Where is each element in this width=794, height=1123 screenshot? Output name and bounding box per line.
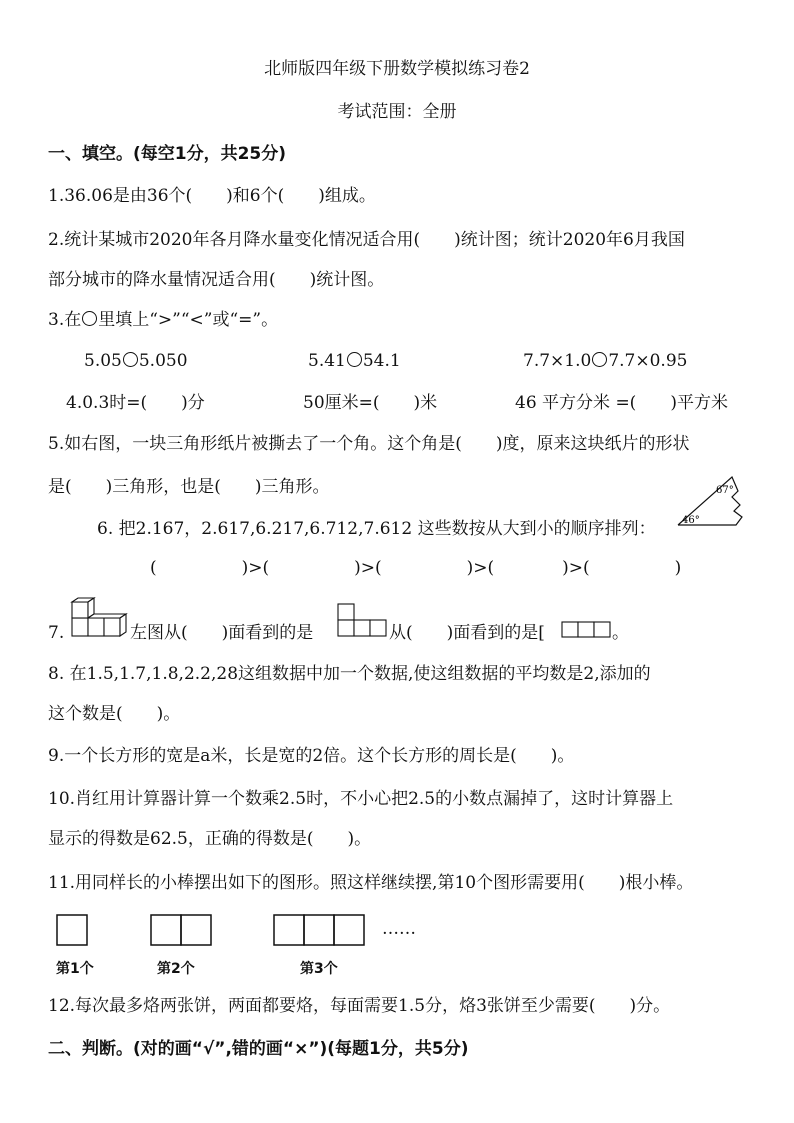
question-5-line1: 5.如右图，一块三角形纸片被撕去了一个角。这个角是( )度，原来这块纸片的形状 bbox=[48, 434, 690, 454]
page-title: 北师版四年级下册数学模拟练习卷2 bbox=[264, 59, 530, 79]
question-8-line2: 这个数是( )。 bbox=[48, 704, 181, 724]
question-10-line1: 10.肖红用计算器计算一个数乘2.5时，不小心把2.5的小数点漏掉了，这时计算器上 bbox=[48, 789, 674, 809]
q3-item-2-left: 5.41 bbox=[308, 351, 346, 371]
angle-46-label: 46° bbox=[682, 515, 700, 526]
question-5-line2: 是( )三角形，也是( )三角形。 bbox=[48, 477, 330, 497]
angle-67-label: 67° bbox=[716, 485, 734, 496]
q7-text-1: 左图从( )面看到的是 bbox=[130, 623, 314, 643]
stick-figure-1 bbox=[56, 914, 88, 946]
q4-item-3: 46 平方分米 =( )平方米 bbox=[515, 393, 728, 413]
q7-number: 7. bbox=[48, 623, 65, 643]
question-9: 9.一个长方形的宽是a米，长是宽的2倍。这个长方形的周长是( )。 bbox=[48, 746, 575, 766]
question-12: 12.每次最多烙两张饼，两面都要烙，每面需要1.5分，烙3张饼至少需要( )分。 bbox=[48, 996, 671, 1016]
question-6-answer-slots: ( )>( )>( )>( )>( ) bbox=[150, 558, 682, 578]
q7-text-2: 从( )面看到的是[ bbox=[389, 623, 545, 643]
question-2-line2: 部分城市的降水量情况适合用( )统计图。 bbox=[48, 270, 385, 290]
side-view-figure bbox=[561, 620, 613, 640]
section1-heading: 一、填空。(每空1分，共25分) bbox=[48, 144, 287, 164]
circle-blank-icon bbox=[82, 311, 97, 326]
q3-item-1-right: 5.050 bbox=[138, 351, 188, 371]
figure-1-caption: 第1个 bbox=[56, 961, 94, 977]
q3-prefix: 3.在 bbox=[48, 310, 82, 330]
circle-blank-icon bbox=[123, 352, 138, 367]
front-view-figure bbox=[337, 602, 389, 640]
cube-solid-figure bbox=[68, 598, 130, 640]
question-10-line2: 显示的得数是62.5，正确的得数是( )。 bbox=[48, 829, 372, 849]
question-8-line1: 8. 在1.5,1.7,1.8,2.2,28这组数据中加一个数据,使这组数据的平均数是2,添加的 bbox=[48, 664, 651, 684]
circle-blank-icon bbox=[347, 352, 362, 367]
stick-figure-3 bbox=[273, 914, 365, 946]
figure-3-caption: 第3个 bbox=[300, 961, 338, 977]
q3-item-2-right: 54.1 bbox=[362, 351, 401, 371]
q4-item-2: 50厘米=( )米 bbox=[303, 393, 438, 413]
q3-item-2 bbox=[308, 350, 401, 372]
q7-end: 。 bbox=[612, 623, 629, 643]
q3-item-3-left: 7.7×1.0 bbox=[523, 351, 592, 371]
question-11: 11.用同样长的小棒摆出如下的图形。照这样继续摆,第10个图形需要用( )根小棒。 bbox=[48, 873, 694, 893]
question-1: 1.36.06是由36个( )和6个( )组成。 bbox=[48, 186, 376, 206]
question-7 bbox=[48, 622, 64, 644]
figure-2-caption: 第2个 bbox=[157, 961, 195, 977]
page-subtitle: 考试范围：全册 bbox=[337, 102, 457, 122]
q3-instruction: 里填上“>”“<”或“=”。 bbox=[98, 310, 279, 330]
q3-item-3-right: 7.7×0.95 bbox=[608, 351, 688, 371]
stick-figure-ellipsis: …… bbox=[382, 919, 416, 939]
question-3 bbox=[48, 309, 278, 331]
q3-item-3 bbox=[523, 350, 687, 372]
question-6: 6. 把2.167，2.617,6.217,6.712,7.612 这些数按从大到小的顺序排列： bbox=[97, 519, 656, 539]
q4-item-1: 4.0.3时=( )分 bbox=[66, 393, 205, 413]
circle-blank-icon bbox=[592, 352, 607, 367]
stick-figure-2 bbox=[150, 914, 212, 946]
q3-item-1-left: 5.05 bbox=[84, 351, 122, 371]
question-2-line1: 2.统计某城市2020年各月降水量变化情况适合用( )统计图；统计2020年6月我国 bbox=[48, 230, 685, 250]
section2-heading: 二、判断。(对的画“√”,错的画“×”)(每题1分，共5分) bbox=[48, 1039, 469, 1059]
torn-triangle-figure bbox=[670, 473, 750, 533]
q3-item-1 bbox=[84, 350, 188, 372]
